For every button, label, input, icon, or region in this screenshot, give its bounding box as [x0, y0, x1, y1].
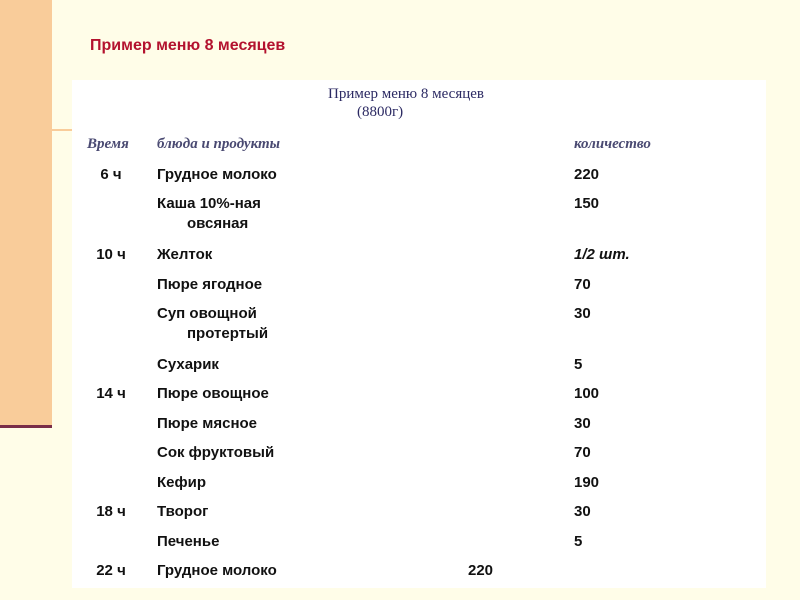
- row-food: Грудное молоко: [157, 166, 277, 183]
- row-qty: 70: [574, 444, 591, 461]
- left-accent-band: [0, 0, 52, 425]
- column-header-time: Время: [87, 136, 129, 152]
- row-time: 18 ч: [96, 503, 126, 520]
- row-food-line1: Каша 10%-ная: [157, 195, 261, 212]
- row-food-line1: Суп овощной: [157, 305, 257, 322]
- row-food: Желток: [157, 246, 213, 263]
- slide-title: Пример меню 8 месяцев: [90, 37, 286, 54]
- row-food: Печенье: [157, 533, 220, 550]
- row-qty: 30: [574, 415, 591, 432]
- column-header-qty: количество: [574, 136, 651, 152]
- row-qty: 30: [574, 305, 591, 322]
- row-qty: 190: [574, 474, 600, 491]
- row-qty: 5: [574, 533, 583, 550]
- row-food: Пюре ягодное: [157, 276, 263, 293]
- row-time: 10 ч: [96, 246, 126, 263]
- row-qty: 70: [574, 276, 591, 293]
- row-food: Пюре мясное: [157, 415, 258, 432]
- row-time: 14 ч: [96, 385, 126, 402]
- column-header-food: блюда и продукты: [157, 136, 281, 152]
- row-food: Пюре овощное: [157, 385, 269, 402]
- row-qty: 150: [574, 195, 600, 212]
- row-food: Сок фруктовый: [157, 444, 275, 461]
- row-food: [157, 194, 307, 234]
- row-qty: 220: [468, 562, 494, 579]
- table-title: Пример меню 8 месяцев: [328, 86, 484, 102]
- row-time: 6 ч: [100, 166, 122, 183]
- row-food: Сухарик: [157, 356, 219, 373]
- table-subtitle: (8800г): [357, 104, 404, 120]
- row-qty: 5: [574, 356, 583, 373]
- row-qty: 1/2 шт.: [574, 246, 630, 263]
- row-qty: 100: [574, 385, 600, 402]
- row-qty: 30: [574, 503, 591, 520]
- row-food: [157, 304, 307, 344]
- row-food: Кефир: [157, 474, 207, 491]
- row-time: 22 ч: [96, 562, 126, 579]
- row-qty: 220: [574, 166, 600, 183]
- row-food: Грудное молоко: [157, 562, 277, 579]
- left-accent-line: [0, 425, 52, 428]
- row-food-line2: овсяная: [187, 215, 249, 232]
- row-food-line2: протертый: [187, 325, 269, 342]
- row-food: Творог: [157, 503, 209, 520]
- accent-tick: [52, 129, 72, 131]
